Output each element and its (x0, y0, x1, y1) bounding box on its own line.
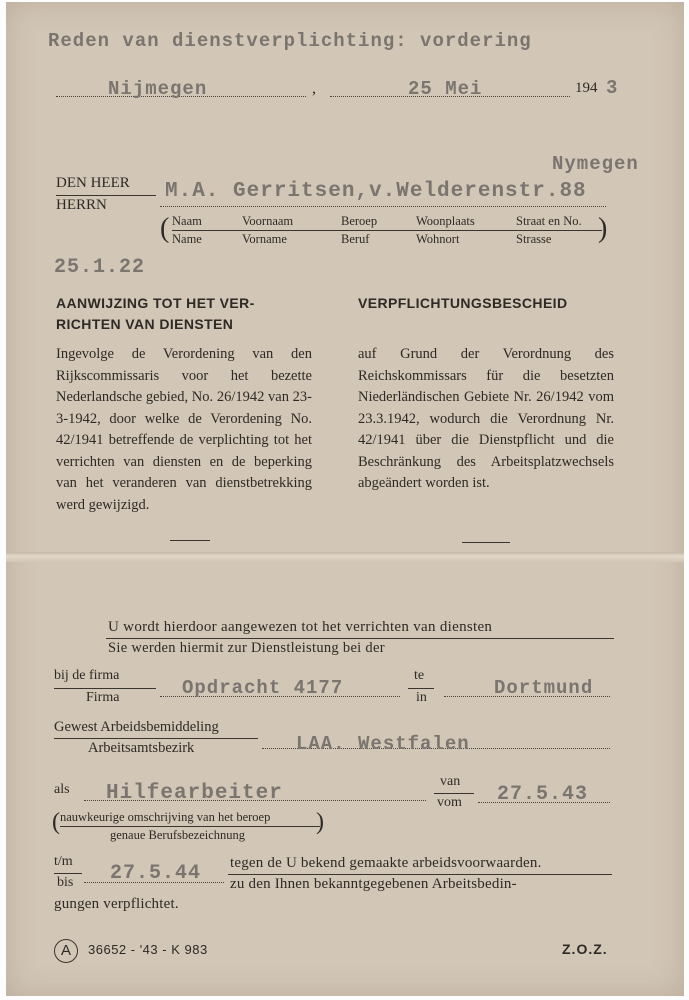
van-label-de: vom (437, 795, 462, 810)
firm-label-nl: bij de firma (54, 668, 120, 683)
intro-nl: U wordt hierdoor aangewezen tot het verrichten van diensten (108, 619, 493, 635)
place-value: Nijmegen (108, 78, 208, 100)
col-de-beruf: Beruf (341, 232, 370, 246)
col-nl-straat: Straat en No. (516, 214, 582, 228)
als-value: Hilfearbeiter (106, 782, 283, 805)
van-label-nl: van (440, 774, 461, 789)
section-de-text: auf Grund der Verordnung des Reichskommissars für die besetzten Niederländischen Gebiete Nr. 26/1942 vom 23.3.1942, wodurch die Verordnung Nr. 42/1941 über die Dienstpflicht und die Beschränkung des Arbeitsplatzwechsels abgeändert worden ist. (358, 346, 614, 491)
desc-right-paren: ) (316, 809, 324, 835)
te-rule (408, 688, 434, 689)
right-paren: ) (598, 213, 608, 244)
desc-rule (60, 826, 320, 827)
from-date: 27.5.43 (497, 783, 589, 806)
tm-label-nl: t/m (54, 854, 73, 869)
to-date: 27.5.44 (110, 862, 202, 885)
year-prefix: 194 (575, 80, 598, 96)
section-nl-text: Ingevolge de Verordening van den Rijkscommissaris voor het bezette Nederlandsche gebied, No. 26/1942 van 23-3-1942, door welke de Verordening No. 42/1941 betreffende de verplichting tot het verrichten van diensten en de beperking van het veranderen van dienstbetrekking werd gewijzigd. (56, 346, 312, 513)
intro-rule (106, 638, 614, 639)
reason-line: Reden van dienstverplichting: vordering (48, 30, 532, 52)
label-den-heer: DEN HEER (56, 175, 130, 191)
tm-rule (54, 873, 82, 874)
gewest-label-de: Arbeitsamtsbezirk (88, 740, 195, 756)
desc-left-paren: ( (52, 809, 60, 835)
city-stamp: Nymegen (552, 153, 639, 175)
label-herrn: HERRN (56, 197, 107, 213)
date-value: 25 Mei (408, 78, 483, 100)
terms-nl: tegen de U bekend gemaakte arbeidsvoorwaarden. (230, 855, 542, 871)
gewest-label-nl: Gewest Arbeidsbemiddeling (54, 719, 219, 735)
section-de-title: VERPFLICHTUNGSBESCHEID (358, 295, 568, 311)
columns-rule (172, 230, 602, 231)
name-dotted-line (160, 206, 606, 207)
tm-label-de: bis (57, 875, 74, 890)
form-number: 36652 - '43 - K 983 (88, 942, 208, 957)
col-nl-beroep: Beroep (341, 214, 378, 228)
gewest-rule (54, 738, 258, 739)
birthdate: 25.1.22 (54, 256, 146, 279)
te-label-nl: te (414, 668, 425, 683)
col-nl-voornaam: Voornaam (242, 214, 294, 228)
intro-de: Sie werden hiermit zur Dienstleistung bei der (108, 640, 385, 656)
als-label: als (54, 782, 70, 797)
gewest-value: LAA. Westfalen (296, 733, 470, 755)
van-rule (434, 793, 474, 794)
section-nl-end-rule (170, 540, 210, 541)
label-rule (56, 195, 156, 196)
col-de-vorname: Vorname (242, 232, 287, 246)
city-value: Dortmund (494, 677, 594, 699)
terms-de-1: zu den Ihnen bekanntgegebenen Arbeitsbedin- (230, 876, 517, 892)
firm-label-de: Firma (86, 690, 120, 705)
desc-nl: nauwkeurige omschrijving van het beroep (60, 810, 271, 824)
terms-rule (228, 874, 612, 875)
comma: , (312, 80, 316, 97)
te-label-de: in (416, 690, 427, 705)
col-de-strasse: Strasse (516, 232, 552, 246)
year-digit: 3 (606, 77, 619, 99)
col-nl-woonplaats: Woonplaats (416, 214, 475, 228)
section-nl-title: AANWIJZING TOT HET VER-RICHTEN VAN DIENSTEN (56, 295, 255, 332)
terms-de-2: gungen verpflichtet. (54, 896, 179, 912)
col-de-wohnort: Wohnort (416, 232, 460, 246)
firm-value: Opdracht 4177 (182, 677, 344, 699)
paper-fold (6, 552, 684, 562)
zoz-label: Z.O.Z. (562, 941, 608, 957)
desc-de: genaue Berufsbezeichnung (110, 828, 246, 842)
section-de-end-rule (462, 542, 510, 543)
col-de-name: Name (172, 232, 202, 246)
firm-label-rule (54, 688, 156, 689)
addressee-name: M.A. Gerritsen,v.Welderenstr.88 (165, 180, 587, 203)
left-paren: ( (160, 213, 170, 244)
col-nl-naam: Naam (172, 214, 202, 228)
printer-logo: A (54, 939, 78, 963)
